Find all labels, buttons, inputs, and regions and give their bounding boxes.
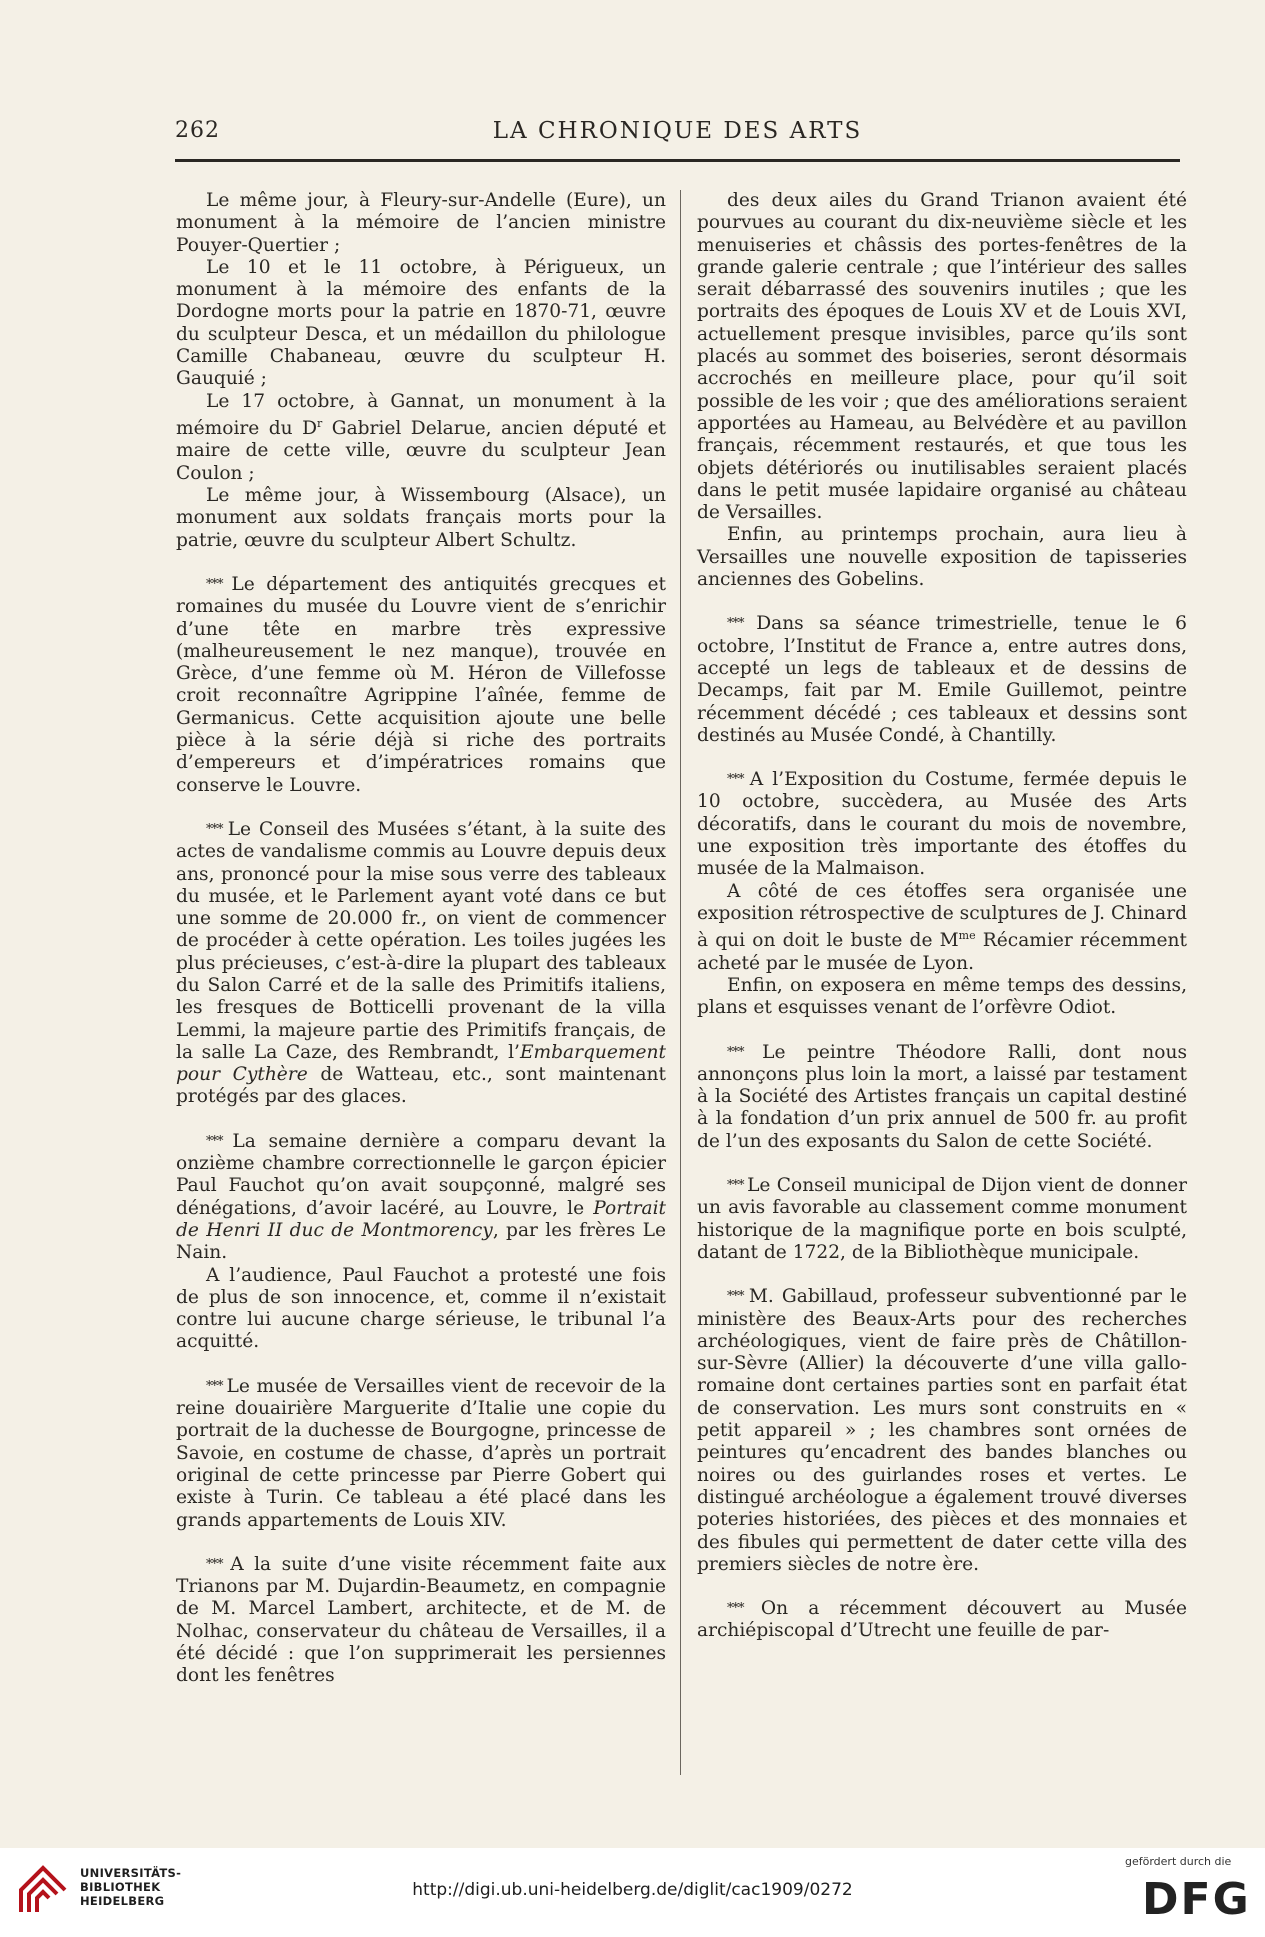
paragraph [176, 391, 666, 485]
asterism-separator: *** [727, 1178, 748, 1194]
asterism-separator: *** [206, 1556, 231, 1572]
header-rule [175, 159, 1180, 162]
asterism-separator: *** [727, 1601, 761, 1617]
text-column-left [176, 190, 666, 1688]
funder-caption: gefördert durch die [1125, 1855, 1232, 1868]
paragraph [176, 819, 666, 1109]
superscript: r [317, 416, 323, 430]
paragraph [697, 1175, 1187, 1264]
paragraph-text: Le Conseil municipal de Dijon vient de donner un avis favorable au classement comme monument historique de la magnifique porte en bois sculpté, datant de 1722, de la Bibliothèque municipale. [697, 1175, 1187, 1263]
paragraph-text: Le département des antiquités grecques et romaines du musée du Louvre vient de s’enrichir d’une tête en marbre très expressive (malheureusement le nez manque), trouvée en Grèce, d’une femme où M. Héron de Villefosse croit reconnaître Agrippine l’aînée, femme de Germanicus. Cette acquisition ajoute une belle pièce à la série déjà si riche des portraits d’empereurs et d’impératrices romains que conserve le Louvre. [176, 573, 666, 796]
library-name-line: HEIDELBERG [80, 1894, 165, 1908]
asterism-separator: *** [727, 772, 750, 788]
ub-heidelberg-logo-icon [13, 1860, 73, 1920]
paragraph-text: Le 10 et le 11 octobre, à Périgueux, un monument à la mémoire des enfants de la Dordogne morts pour la patrie en 1870-71, œuvre du sculpteur Desca, et un médaillon du philologue Camille Chabaneau, œuvre du sculpteur H. Gauquié ; [176, 256, 666, 390]
paragraph-text: A l’audience, Paul Fauchot a protesté une fois de plus de son innocence, et, comme il n’existait contre lui aucune charge sérieuse, le tribunal l’a acquitté. [176, 1264, 666, 1353]
library-name-line: BIBLIOTHEK [80, 1880, 161, 1894]
paragraph-text: Le musée de Versailles vient de recevoir de la reine douairière Marguerite d’Italie une copie du portrait de la duchesse de Bourgogne, princesse de Savoie, en costume de chasse, d’après un portrait original de cette princesse par Pierre Gobert qui existe à Turin. Ce tableau a été placé dans les grands appartements de Louis XIV. [176, 1375, 666, 1531]
paragraph [176, 1131, 666, 1265]
paragraph-text: Le peintre Théodore Ralli, dont nous annonçons plus loin la mort, a laissé par testament à la Société des Artistes français un capital destiné à la fondation d’un prix annuel de 500 fr. au profit de l’un des exposants du Salon de cette Société. [697, 1041, 1187, 1152]
asterism-separator: *** [206, 1133, 233, 1149]
asterism-separator: *** [727, 616, 757, 632]
paragraph-text: M. Gabillaud, professeur subventionné par le ministère des Beaux-Arts pour des recherches archéologiques, vient de faire près de Châtillon-sur-Sèvre (Allier) la découverte d’une villa gallo-romaine dont certaines parties sont en parfait état de conservation. Les murs sont construits en « petit appareil » ; les chambres sont ornées de peintures qu’encadrent des bandes blanches ou noires ou des guirlandes roses et vertes. Le distingué archéologue a également trouvé diverses poteries historiées, des pièces et des monnaies et des fibules qui permettent de dater cette villa des premiers siècles de notre ère. [697, 1286, 1187, 1575]
superscript: me [958, 929, 976, 943]
paragraph-text: La semaine dernière a comparu devant la onzième chambre correctionnelle le garçon épicier Paul Fauchot qu’on avait soupçonné, malgré ses dénégations, d’avoir lacéré, au Louvre, le [176, 1130, 666, 1219]
italic-title: Embarquement pour Cythère [176, 1041, 666, 1086]
paragraph-text: Le Conseil des Musées s’étant, à la suite des actes de vandalisme commis au Louvre depuis deux ans, prononcé pour la mise sous verre des tableaux du musée, et le Parlement ayant voté dans ce but une somme de 20.000 fr., on vient de commencer de procéder à cette opération. Les toiles jugées les plus précieuses, c’est-à-dire la plupart des tableaux du Salon Carré et de la salle des Primitifs italiens, les fresques de Botticelli provenant de la villa Lemmi, la majeure partie des Primitifs français, de la salle La Caze, des Rembrandt, l’ [176, 818, 666, 1063]
paragraph [697, 769, 1187, 880]
running-title: LA CHRONIQUE DES ARTS [492, 118, 863, 144]
paragraph-text: A l’Exposition du Costume, fermée depuis le 10 octobre, succèdera, au Musée des Arts décoratifs, dans le courant du mois de novembre, une exposition très importante des étoffes du musée de la Malmaison. [697, 769, 1187, 880]
paragraph [176, 574, 666, 797]
paragraph [176, 1376, 666, 1532]
asterism-separator: *** [727, 1044, 763, 1060]
paragraph [176, 190, 666, 257]
paragraph-text: de Watteau, etc., sont maintenant protégés par des glaces. [176, 1064, 666, 1108]
paragraph-text: , par les frères Le Nain. [176, 1219, 667, 1264]
page-header [175, 118, 1180, 158]
asterism-separator: *** [206, 576, 232, 592]
paragraph [697, 1286, 1187, 1576]
paragraph [697, 975, 1187, 1020]
paragraph-text: On a récemment découvert au Musée archiépiscopal d’Utrecht une feuille de par- [697, 1598, 1187, 1642]
paragraph-text: Dans sa séance trimestrielle, tenue le 6 octobre, l’Institut de France a, entre autres dons, accepté un legs de tableaux et de dessins de Decamps, fait par M. Emile Guillemot, peintre récemment décédé ; ces tableaux et dessins sont destinés au Musée Condé, à Chantilly. [697, 613, 1188, 746]
paragraph [697, 613, 1187, 747]
paragraph-text: Le même jour, à Wissembourg (Alsace), un monument aux soldats français morts pour la patrie, œuvre du sculpteur Albert Schultz. [176, 485, 666, 551]
paragraph [176, 257, 666, 391]
paragraph-text: Enfin, au printemps prochain, aura lieu à Versailles une nouvelle exposition de tapisseries anciennes des Gobelins. [697, 524, 1187, 591]
paragraph [176, 1265, 666, 1354]
paragraph [697, 190, 1187, 524]
paragraph [697, 1598, 1187, 1643]
paragraph-text: Le 17 octobre, à Gannat, un monument à la mémoire du D [176, 390, 666, 440]
paragraph [176, 485, 666, 552]
paragraph-text: A la suite d’une visite récemment faite aux Trianons par M. Dujardin-Beaumetz, en compagnie de M. Marcel Lambert, architecte, et de M. de Nolhac, conservateur du château de Versailles, il a été décidé : que l’on supprimerait les persiennes dont les fenêtres [176, 1553, 666, 1687]
library-name-line: UNIVERSITÄTS- [80, 1866, 182, 1880]
column-divider [680, 190, 681, 1775]
library-name [80, 1866, 181, 1908]
paragraph-text: A côté de ces étoffes sera organisée une exposition rétrospective de sculptures de J. Chinard à qui on doit le buste de M [697, 880, 1187, 952]
page-number: 262 [175, 118, 220, 143]
paragraph-text: Récamier récemment acheté par le musée de Lyon. [697, 930, 1187, 974]
paragraph-text: Le même jour, à Fleury-sur-Andelle (Eure), un monument à la mémoire de l’ancien ministre Pouyer-Quertier ; [176, 190, 666, 256]
paragraph-text: des deux ailes du Grand Trianon avaient été pourvues au courant du dix-neuvième siècle et les menuiseries et châssis des portes-fenêtres de la grande galerie centrale ; que l’intérieur des salles serait débarrassé des souvenirs inutiles ; que les portraits des époques de Louis XV et de Louis XVI, actuellement presque invisibles, parce qu’ils sont placés au sommet des boiseries, seront désormais accrochés en meilleure place, pour qu’il soit possible de les voir ; que des améliorations seraient apportées au Hameau, au Belvédère et au pavillon français, récemment restaurés, et que tous les objets détériorés ou inutilisables seraient placés dans le petit musée lapidaire organisé au château de Versailles. [697, 190, 1187, 524]
source-url-link[interactable]: http://digi.ub.uni-heidelberg.de/diglit/cac1909/0272 [412, 1880, 853, 1900]
paragraph [697, 524, 1187, 591]
text-column-right [697, 190, 1187, 1643]
paragraph-text: Gabriel Delarue, ancien député et maire de cette ville, œuvre du sculpteur Jean Coulon ; [176, 418, 667, 484]
paragraph-text: Enfin, on exposera en même temps des dessins, plans et esquisses venant de l’orfèvre Odiot. [697, 974, 1187, 1019]
paragraph [697, 1042, 1187, 1153]
paragraph [176, 1554, 666, 1688]
italic-title: Portrait de Henri II duc de Montmorency [176, 1197, 666, 1241]
dfg-logo: DFG [1142, 1874, 1251, 1925]
asterism-separator: *** [206, 821, 228, 837]
asterism-separator: *** [206, 1378, 227, 1394]
paragraph [697, 881, 1187, 975]
asterism-separator: *** [727, 1289, 749, 1305]
